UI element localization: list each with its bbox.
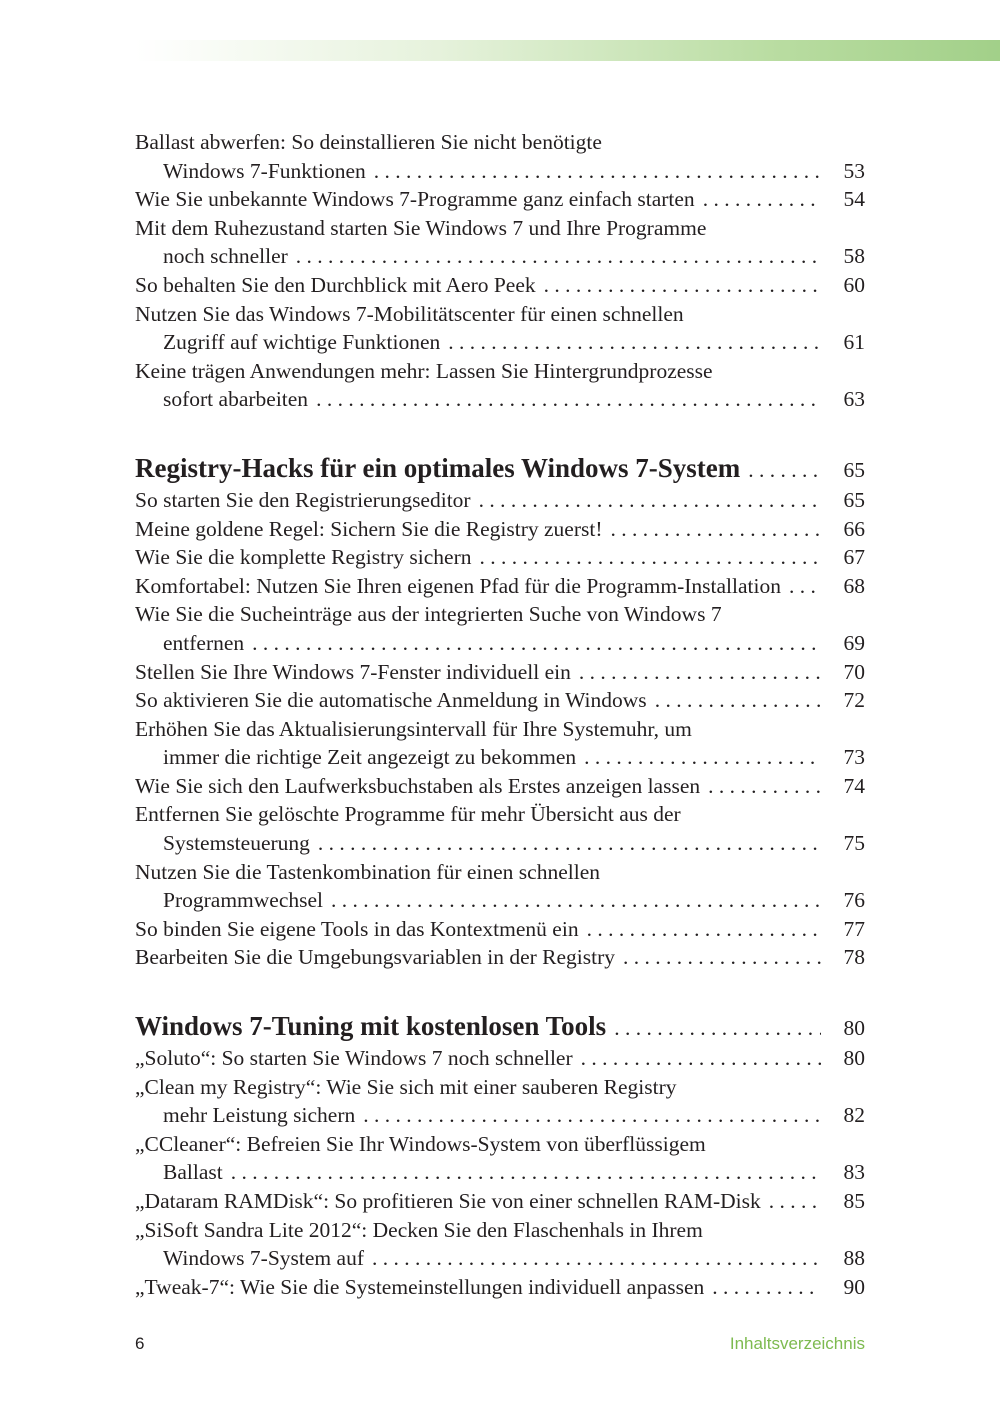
toc-entry-line [135, 600, 865, 629]
toc-entry-text[interactable]: Nutzen Sie das Windows 7-Mobilitätscenter für einen schnellen [135, 301, 684, 326]
toc-entry-continuation[interactable]: entfernen [163, 630, 245, 655]
dot-leader [587, 915, 821, 944]
dot-leader [703, 185, 821, 214]
dot-leader [581, 1044, 821, 1073]
dot-leader [231, 1158, 821, 1187]
toc-entry-text[interactable]: Wie Sie sich den Laufwerksbuchstaben als Erstes anzeigen lassen [135, 773, 701, 798]
dot-leader [748, 452, 821, 488]
dot-leader [708, 772, 821, 801]
toc-page-number[interactable]: 68 [843, 573, 865, 598]
toc-entry-line [135, 271, 865, 300]
toc-page-number[interactable]: 66 [843, 516, 865, 541]
toc-entry-text[interactable]: So aktivieren Sie die automatische Anmeldung in Windows [135, 688, 647, 713]
toc-entry-line [135, 128, 865, 157]
toc-entry-line [135, 1044, 865, 1073]
toc-entry-line [135, 543, 865, 572]
dot-leader [769, 1187, 821, 1216]
dot-leader [479, 543, 821, 572]
toc-page-number[interactable]: 85 [843, 1189, 865, 1213]
toc-entry-text[interactable]: Entfernen Sie gelöschte Programme für mehr Übersicht aus der [135, 802, 681, 827]
toc-page-number[interactable]: 80 [843, 1046, 865, 1071]
toc-entry-text[interactable]: Wie Sie die komplette Registry sichern [135, 545, 472, 570]
dot-leader [789, 572, 821, 601]
toc-page-number[interactable]: 69 [843, 630, 865, 655]
toc-page-number[interactable]: 74 [843, 773, 865, 798]
toc-entry-line [135, 214, 865, 243]
toc-page-number[interactable]: 61 [843, 330, 865, 355]
toc-entry-text[interactable]: „Clean my Registry“: Wie Sie sich mit einer sauberen Registry [135, 1074, 677, 1099]
toc-entry-line [135, 385, 865, 414]
toc-page-number[interactable]: 65 [843, 487, 865, 512]
toc-page-number[interactable]: 72 [843, 688, 865, 713]
toc-entry-continuation[interactable]: immer die richtige Zeit angezeigt zu bekommen [163, 745, 577, 770]
toc-page-number[interactable]: 83 [843, 1160, 865, 1185]
dot-leader [363, 1101, 821, 1130]
chapter-page-number[interactable]: 80 [843, 1016, 865, 1041]
toc-entry-line [135, 242, 865, 271]
dot-leader [544, 271, 821, 300]
toc-entry-line [135, 829, 865, 858]
toc-entry-text[interactable]: „SiSoft Sandra Lite 2012“: Decken Sie den Flaschenhals in Ihrem [135, 1217, 703, 1242]
toc-entry-continuation[interactable]: Systemsteuerung [163, 831, 310, 856]
toc-entry-line [135, 915, 865, 944]
toc-entry-line [135, 686, 865, 715]
toc-entry-line [135, 486, 865, 515]
chapter-title[interactable]: Windows 7-Tuning mit kostenlosen Tools [135, 1011, 607, 1042]
toc-entry-text[interactable]: Wie Sie unbekannte Windows 7-Programme ganz einfach starten [135, 187, 695, 212]
toc-entry-continuation[interactable]: Ballast [163, 1160, 223, 1185]
toc-entry-line [135, 1101, 865, 1130]
toc-entry-text[interactable]: „Soluto“: So starten Sie Windows 7 noch schneller [135, 1046, 573, 1071]
toc-entry-line [135, 658, 865, 687]
toc-entry-line [135, 943, 865, 972]
toc-entry-line [135, 572, 865, 601]
chapter-heading [135, 450, 865, 486]
toc-entry-text[interactable]: Wie Sie die Sucheinträge aus der integrierten Suche von Windows 7 [135, 602, 722, 627]
toc-page-number[interactable]: 77 [843, 916, 865, 941]
dot-leader [318, 829, 821, 858]
toc-entry-line [135, 629, 865, 658]
toc-page-number[interactable]: 78 [843, 945, 865, 970]
toc-entry-line [135, 715, 865, 744]
toc-page-number[interactable]: 73 [843, 745, 865, 770]
toc-entry-line [135, 185, 865, 214]
toc-entry-continuation[interactable]: Programmwechsel [163, 888, 324, 913]
toc-entry-line [135, 357, 865, 386]
chapter-page-number[interactable]: 65 [843, 457, 865, 482]
toc-entry-text[interactable]: So binden Sie eigene Tools in das Kontextmenü ein [135, 916, 579, 941]
toc-entry-text[interactable]: Bearbeiten Sie die Umgebungsvariablen in der Registry [135, 945, 616, 970]
toc-entry-line [135, 1187, 865, 1216]
dot-leader [252, 629, 821, 658]
toc-page-number[interactable]: 76 [843, 888, 865, 913]
toc-entry-text[interactable]: Stellen Sie Ihre Windows 7-Fenster individuell ein [135, 659, 571, 684]
toc-entry-continuation[interactable]: mehr Leistung sichern [163, 1103, 356, 1128]
toc-entry-line [135, 743, 865, 772]
chapter-heading [135, 1008, 865, 1044]
toc-page-number[interactable]: 63 [843, 387, 865, 412]
chapter-title[interactable]: Registry-Hacks für ein optimales Windows 7-System [135, 452, 741, 483]
toc-entry-text[interactable]: „Dataram RAMDisk“: So profitieren Sie von einer schnellen RAM-Disk [135, 1189, 761, 1213]
dot-leader [614, 1010, 821, 1046]
dot-leader [374, 157, 821, 186]
toc-entry-text[interactable]: Ballast abwerfen: So deinstallieren Sie nicht benötigte [135, 130, 602, 154]
dot-leader [296, 242, 821, 271]
toc-entry-line [135, 858, 865, 887]
dot-leader [623, 943, 821, 972]
dot-leader [331, 886, 821, 915]
toc-entry-text[interactable]: Keine trägen Anwendungen mehr: Lassen Sie Hintergrundprozesse [135, 358, 713, 383]
toc-entry-continuation[interactable]: noch schneller [163, 244, 288, 269]
toc-page-number[interactable]: 88 [843, 1246, 865, 1271]
toc-entry-line [135, 328, 865, 357]
toc-entry-line [135, 1130, 865, 1159]
toc-entry-line [135, 157, 865, 186]
toc-entry-line [135, 1244, 865, 1273]
toc-entry-line [135, 515, 865, 544]
toc-page-number[interactable]: 70 [843, 659, 865, 684]
toc-page-number[interactable]: 67 [843, 545, 865, 570]
toc-entry-text[interactable]: Nutzen Sie die Tastenkombination für einen schnellen [135, 859, 601, 884]
toc-entry-line [135, 1158, 865, 1187]
toc-entry-text[interactable]: Meine goldene Regel: Sichern Sie die Registry zuerst! [135, 516, 603, 541]
toc-page-number[interactable]: 58 [843, 244, 865, 269]
toc-entry-text[interactable]: „CCleaner“: Befreien Sie Ihr Windows-System von überflüssigem [135, 1131, 706, 1156]
dot-leader [712, 1273, 821, 1302]
toc-entry-continuation[interactable]: sofort abarbeiten [163, 387, 309, 412]
toc-entry-text[interactable]: Komfortabel: Nutzen Sie Ihren eigenen Pfad für die Programm-Installation [135, 573, 781, 598]
toc-page-number[interactable]: 75 [843, 831, 865, 856]
toc-entry-text[interactable]: Mit dem Ruhezustand starten Sie Windows 7 und Ihre Programme [135, 215, 707, 240]
header-gradient-bar [135, 40, 1000, 61]
toc-entry-continuation[interactable]: Windows 7-System auf [163, 1246, 364, 1271]
dot-leader [372, 1244, 821, 1273]
table-of-contents [135, 128, 865, 1301]
dot-leader [584, 743, 821, 772]
toc-entry-line [135, 1073, 865, 1102]
toc-page-number[interactable]: 54 [843, 187, 865, 212]
toc-entry-line [135, 800, 865, 829]
toc-entry-line [135, 772, 865, 801]
toc-entry-line [135, 300, 865, 329]
dot-leader [655, 686, 821, 715]
toc-page-number[interactable]: 53 [843, 158, 865, 183]
toc-page-number[interactable]: 90 [843, 1274, 865, 1299]
dot-leader [579, 658, 821, 687]
dot-leader [479, 486, 821, 515]
toc-entry-text[interactable]: So behalten Sie den Durchblick mit Aero Peek [135, 272, 536, 297]
toc-entry-text[interactable]: „Tweak-7“: Wie Sie die Systemeinstellungen individuell anpassen [135, 1274, 705, 1299]
toc-entry-line [135, 886, 865, 915]
page-number: 6 [135, 1334, 145, 1353]
dot-leader [448, 328, 821, 357]
dot-leader [316, 385, 821, 414]
running-footer-title: Inhaltsverzeichnis [729, 1334, 865, 1353]
toc-page-number[interactable]: 60 [843, 272, 865, 297]
toc-entry-line [135, 1273, 865, 1302]
toc-entry-text[interactable]: So starten Sie den Registrierungseditor [135, 487, 471, 512]
toc-entry-continuation[interactable]: Zugriff auf wichtige Funktionen [163, 330, 441, 355]
toc-entry-continuation[interactable]: Windows 7-Funktionen [163, 158, 366, 183]
dot-leader [611, 515, 822, 544]
toc-entry-text[interactable]: Erhöhen Sie das Aktualisierungsintervall für Ihre Systemuhr, um [135, 716, 692, 741]
toc-page-number[interactable]: 82 [843, 1103, 865, 1128]
toc-entry-line [135, 1216, 865, 1245]
